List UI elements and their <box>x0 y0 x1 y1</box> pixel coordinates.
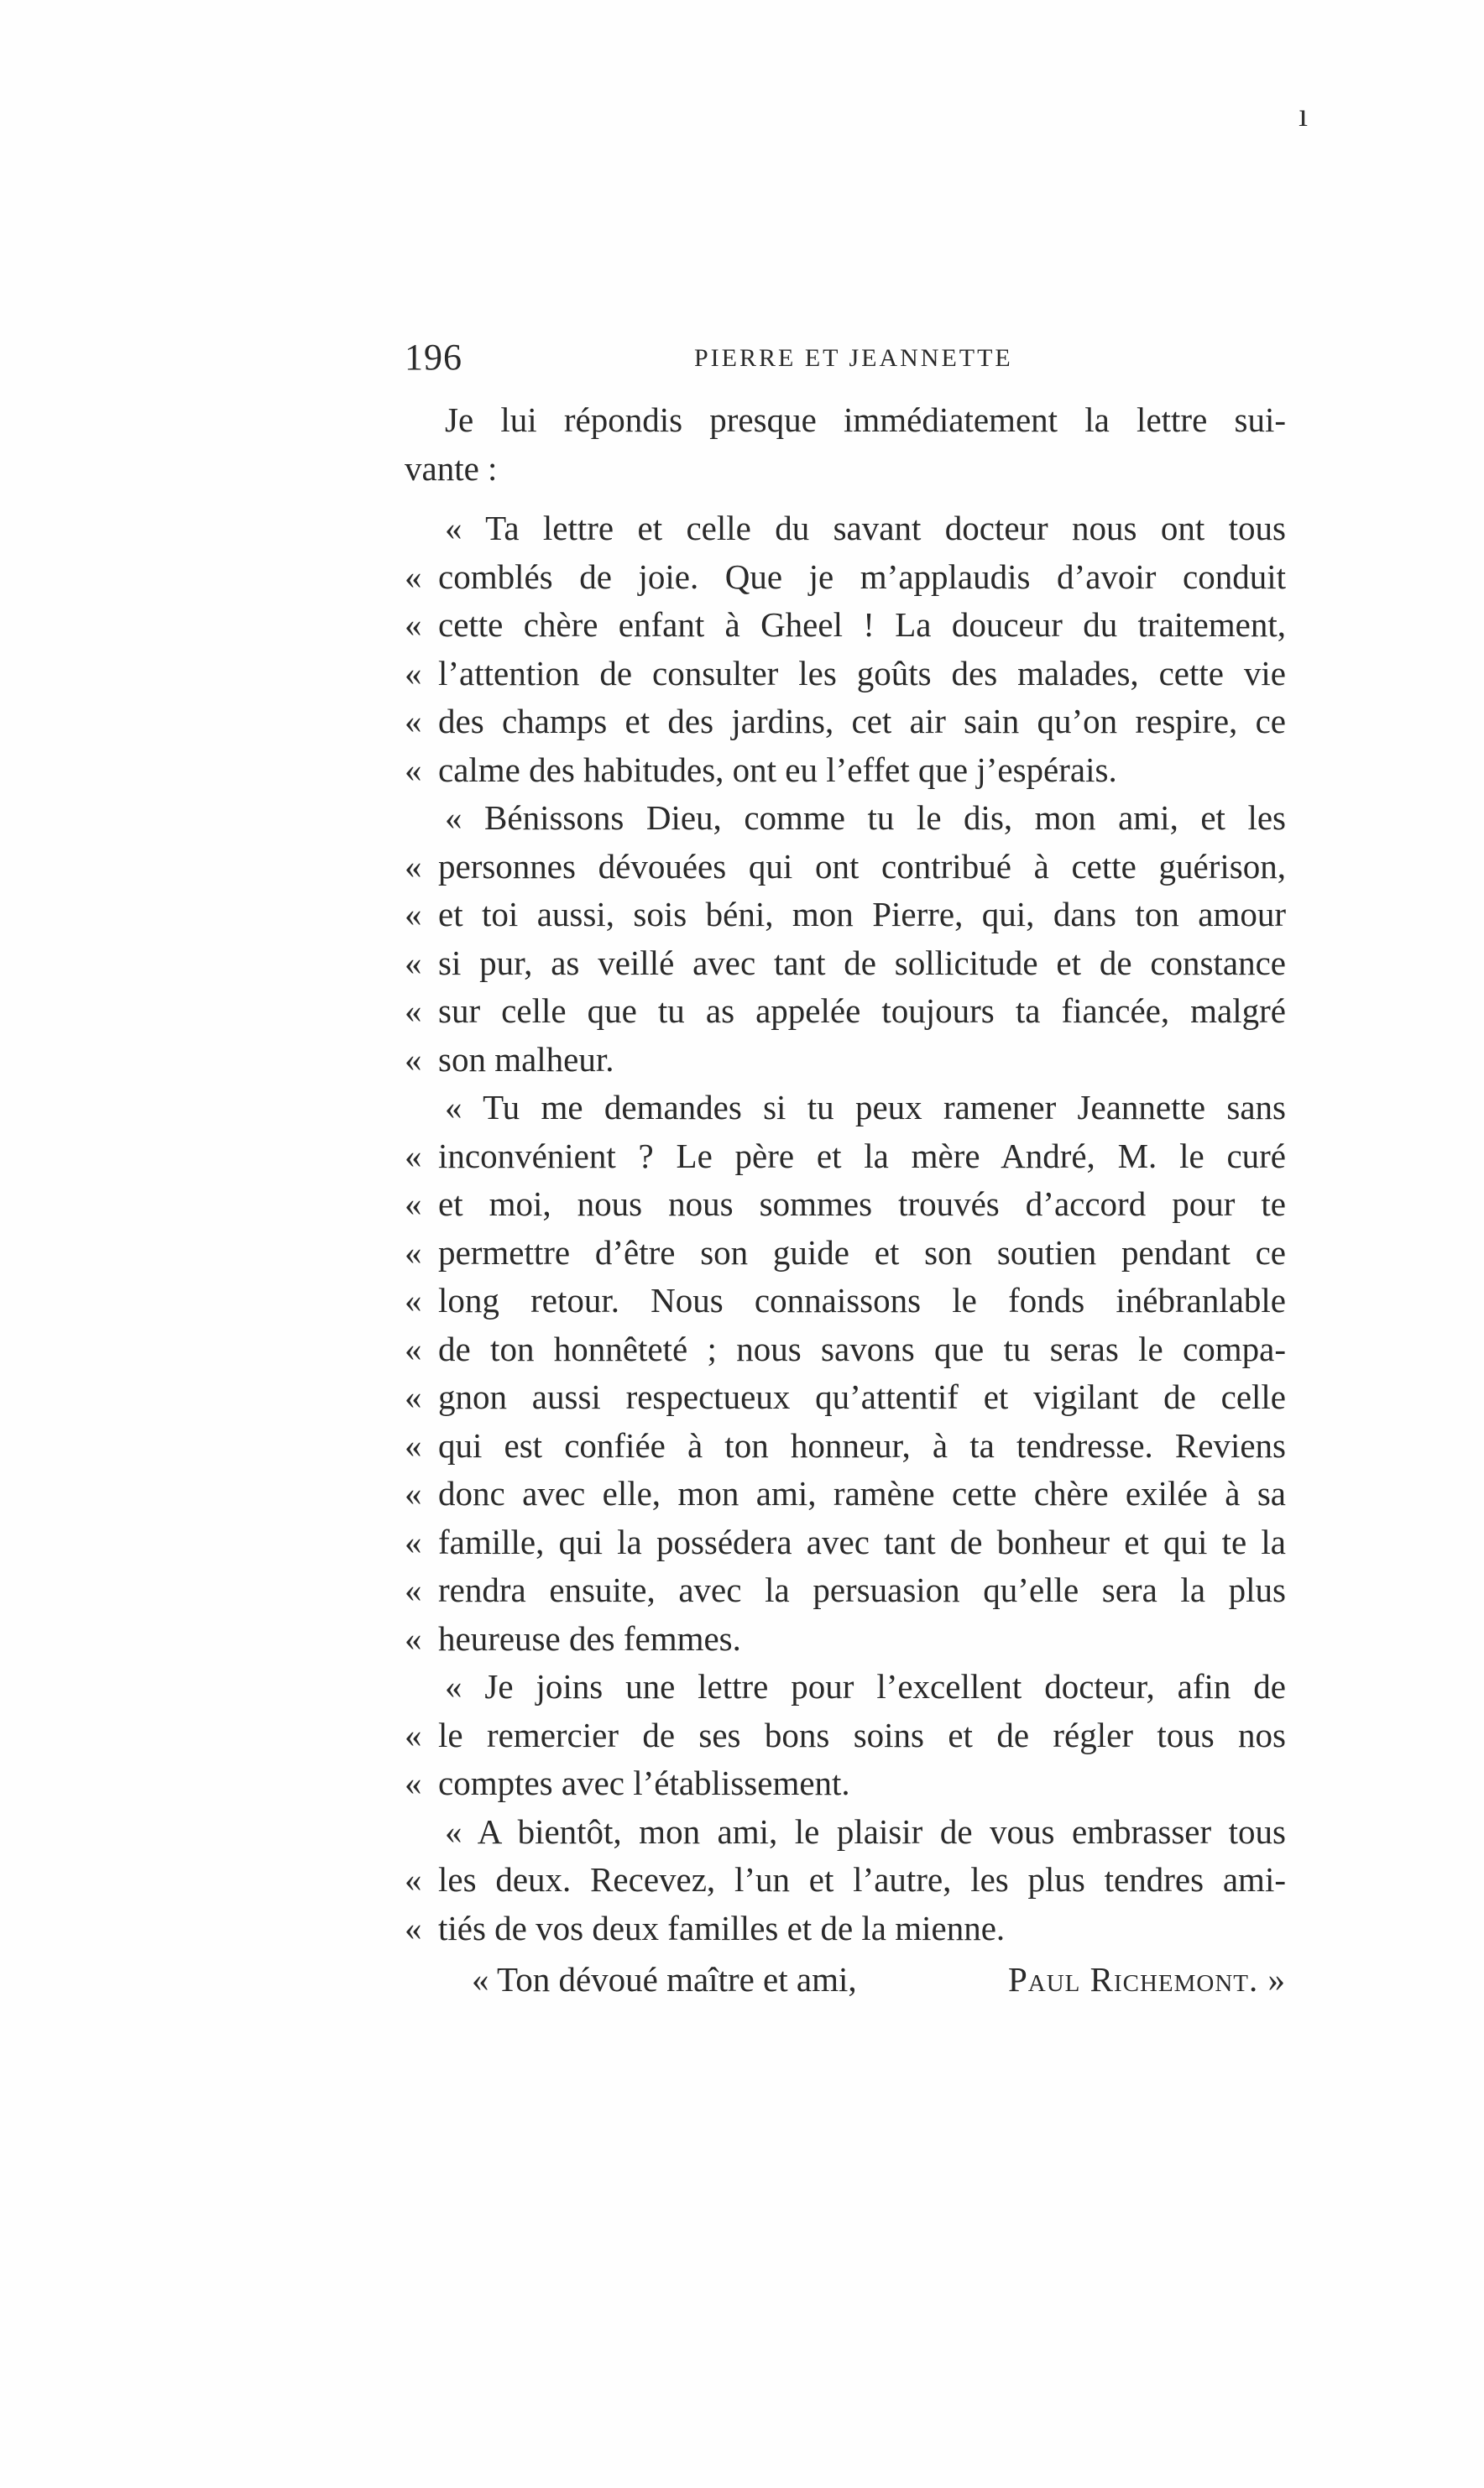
line-text: comblés de joie. Que je m’applaudis d’avoir conduit <box>438 557 1286 596</box>
text-line <box>405 1422 1286 1471</box>
text-line <box>405 891 1286 939</box>
text-line <box>405 1808 1286 1857</box>
line-text: comptes avec l’établissement. <box>438 1764 850 1802</box>
quote-mark: « <box>405 1618 422 1658</box>
line-text: les deux. Recevez, l’un et l’autre, les plus tendres ami- <box>438 1860 1286 1899</box>
text-line <box>405 843 1286 891</box>
line-text: son malheur. <box>438 1039 614 1079</box>
text-line <box>405 1325 1286 1374</box>
line-text: vante : <box>405 448 498 488</box>
text-line <box>405 1712 1286 1760</box>
quote-mark: « <box>405 557 422 596</box>
page-header <box>405 336 1286 386</box>
line-text: l’attention de consulter les goûts des malades, cette vie <box>438 653 1286 693</box>
quote-mark: « <box>405 1715 422 1754</box>
text-line <box>405 1566 1286 1615</box>
text-line <box>405 1759 1286 1808</box>
line-text: cette chère enfant à Gheel ! La douceur du traitement, <box>438 605 1286 644</box>
running-title: PIERRE ET JEANNETTE <box>694 344 1013 372</box>
quote-mark: « <box>405 1281 422 1320</box>
line-text: « Ta lettre et celle du savant docteur nous ont tous <box>445 509 1286 547</box>
text-line <box>405 1518 1286 1567</box>
text-line <box>405 1373 1286 1422</box>
text-line <box>405 445 1286 494</box>
line-text: « Je joins une lettre pour l’excellent docteur, afin de <box>445 1667 1286 1706</box>
quote-mark: « <box>405 1232 422 1272</box>
quote-mark: « <box>405 605 422 644</box>
text-line <box>405 650 1286 698</box>
line-text: calme des habitudes, ont eu l’effet que j’espérais. <box>438 750 1117 789</box>
line-text: famille, qui la possédera avec tant de bonheur et qui te la <box>438 1522 1286 1561</box>
text-line <box>405 1856 1286 1905</box>
line-text: si pur, as veillé avec tant de sollicitude et de constance <box>438 943 1286 982</box>
text-line <box>405 1663 1286 1712</box>
quote-mark: « <box>405 1860 422 1899</box>
text-line <box>405 1036 1286 1085</box>
quote-mark: « <box>405 943 422 982</box>
line-text: « Bénissons Dieu, comme tu le dis, mon ami, et les <box>445 798 1286 837</box>
text-line <box>405 987 1286 1036</box>
line-text: inconvénient ? Le père et la mère André, M. le curé <box>438 1136 1286 1175</box>
text-line <box>405 504 1286 553</box>
quote-mark: « <box>405 750 422 789</box>
quote-mark: « <box>405 1377 422 1416</box>
text-line <box>405 698 1286 746</box>
line-text: permettre d’être son guide et son soutien pendant ce <box>438 1232 1286 1272</box>
line-text: personnes dévouées qui ont contribué à cette guérison, <box>438 846 1286 886</box>
text-line <box>405 1277 1286 1325</box>
signature-closing: « Ton dévoué maître et ami, <box>472 1960 857 1999</box>
quote-mark: « <box>405 1136 422 1175</box>
quote-mark: « <box>405 991 422 1030</box>
line-text: tiés de vos deux familles et de la mienne. <box>438 1908 1006 1947</box>
line-text: donc avec elle, mon ami, ramène cette chère exilée à sa <box>438 1474 1286 1513</box>
quote-mark: « <box>405 1184 422 1223</box>
line-text: sur celle que tu as appelée toujours ta fiancée, malgré <box>438 991 1286 1030</box>
text-line <box>405 1229 1286 1278</box>
quote-mark: « <box>405 702 422 740</box>
quote-mark: « <box>405 1425 422 1465</box>
quote-mark: « <box>405 1329 422 1368</box>
text-line <box>405 939 1286 988</box>
quote-mark: « <box>405 1474 422 1513</box>
signature-name: Paul Richemont. » <box>1007 1960 1286 1999</box>
quote-mark: « <box>405 1908 422 1947</box>
text-line <box>405 553 1286 602</box>
stray-mark: ı <box>1298 96 1309 133</box>
line-text: « Tu me demandes si tu peux ramener Jeannette sans <box>445 1088 1286 1126</box>
line-text: et toi aussi, sois béni, mon Pierre, qui, dans ton amour <box>438 895 1286 933</box>
line-text: de ton honnêteté ; nous savons que tu seras le compa- <box>438 1329 1286 1368</box>
signature-line <box>405 1954 1286 2005</box>
line-text: Je lui répondis presque immédiatement la lettre sui- <box>445 400 1286 439</box>
letter-body <box>405 396 1286 1952</box>
quote-mark: « <box>405 1522 422 1561</box>
line-text: des champs et des jardins, cet air sain qu’on respire, ce <box>438 702 1286 740</box>
text-line <box>405 1905 1286 1953</box>
line-text: le remercier de ses bons soins et de régler tous nos <box>438 1715 1286 1754</box>
line-text: long retour. Nous connaissons le fonds inébranlable <box>438 1281 1286 1320</box>
quote-mark: « <box>405 1764 422 1802</box>
line-text: heureuse des femmes. <box>438 1618 741 1658</box>
quote-mark: « <box>405 846 422 886</box>
text-line <box>405 601 1286 650</box>
text-line <box>405 1615 1286 1664</box>
quote-mark: « <box>405 653 422 693</box>
text-line <box>405 1132 1286 1181</box>
line-text: qui est confiée à ton honneur, à ta tendresse. Reviens <box>438 1425 1286 1465</box>
line-text: rendra ensuite, avec la persuasion qu’elle sera la plus <box>438 1571 1286 1609</box>
text-line <box>405 396 1286 445</box>
text-line <box>405 1084 1286 1132</box>
quote-mark: « <box>405 1039 422 1079</box>
line-text: et moi, nous nous sommes trouvés d’accord pour te <box>438 1184 1286 1223</box>
text-line <box>405 746 1286 795</box>
quote-mark: « <box>405 1571 422 1609</box>
quote-mark: « <box>405 895 422 933</box>
line-text: gnon aussi respectueux qu’attentif et vigilant de celle <box>438 1377 1286 1416</box>
text-line <box>405 1470 1286 1518</box>
page-number: 196 <box>405 337 462 378</box>
text-line <box>405 1180 1286 1229</box>
text-line <box>405 794 1286 843</box>
line-text: « A bientôt, mon ami, le plaisir de vous embrasser tous <box>445 1811 1286 1851</box>
